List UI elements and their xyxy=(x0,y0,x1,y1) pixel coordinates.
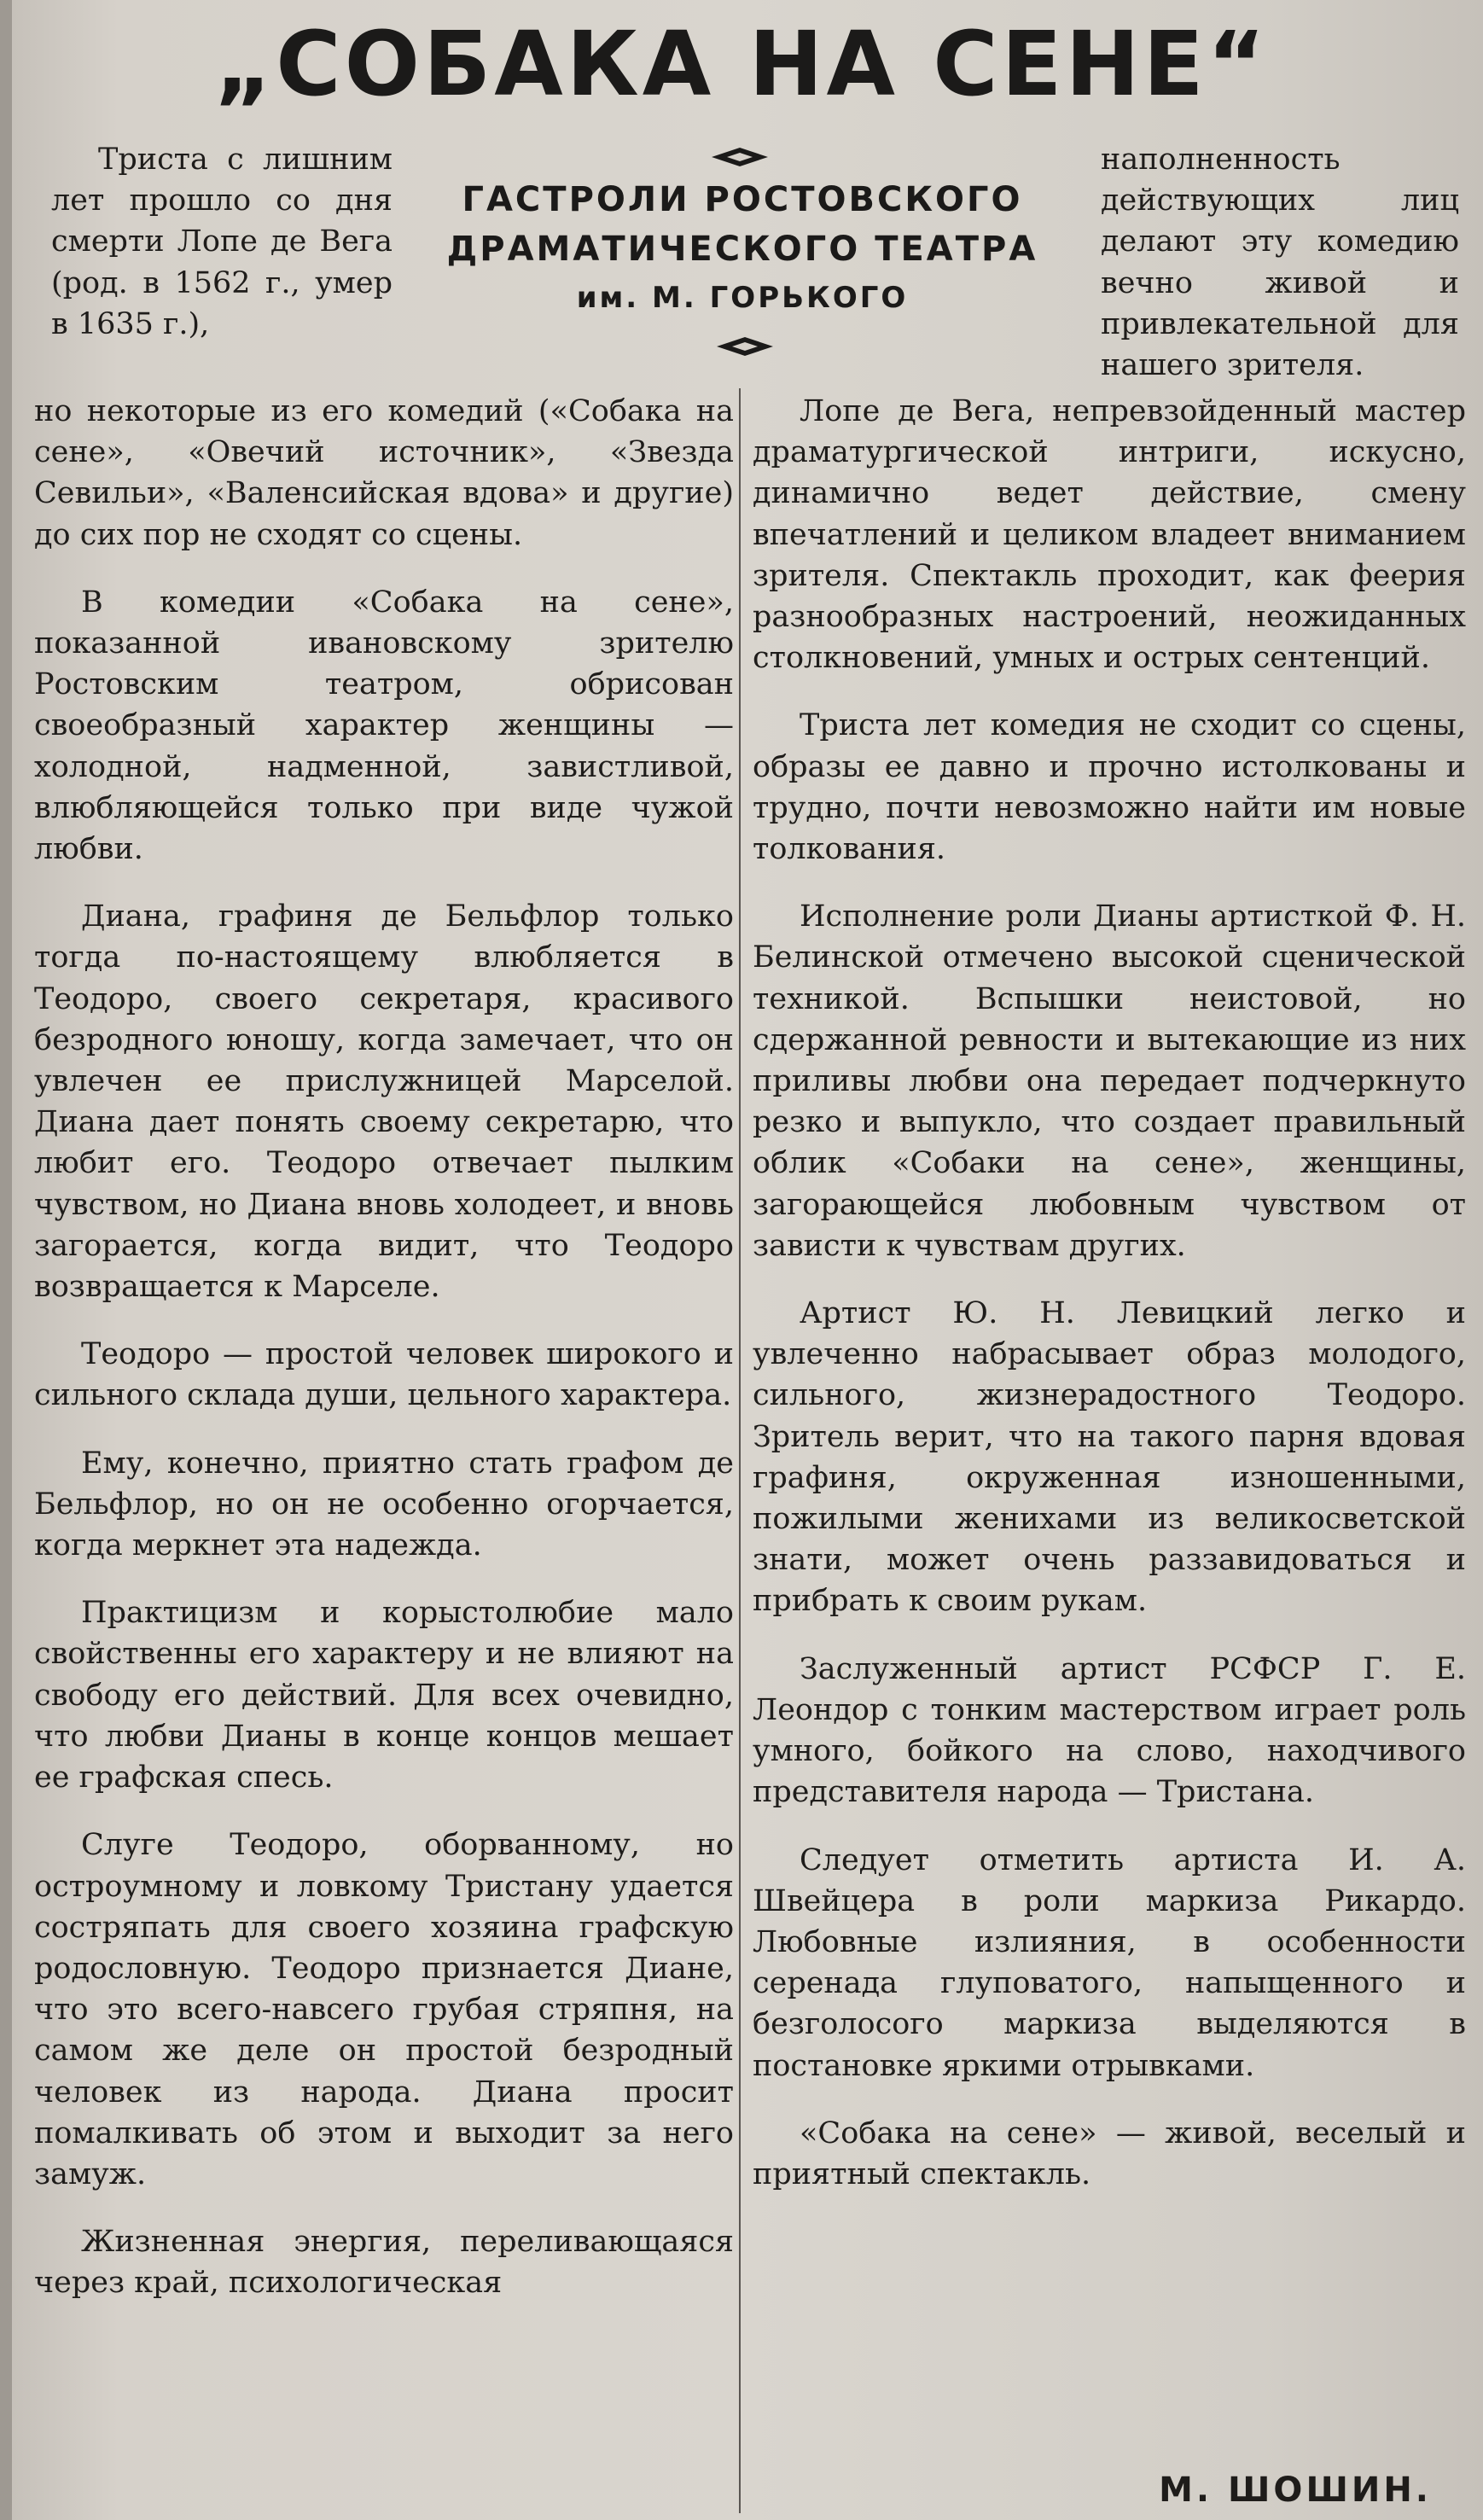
headline: „СОБАКА НА СЕНЕ“ xyxy=(213,12,1270,116)
right-paragraph: Заслуженный артист РСФСР Г. Е. Леондор с тонким мастерством играет роль умного, бойкого на слово, находчивого представителя народа — Тристана. xyxy=(753,1651,1466,1810)
right-top-text: наполненность действующих лиц делают эту комедию вечно живой и привлекательной для нашего зрителя. xyxy=(1101,143,1459,383)
right-paragraph: Исполнение роли Дианы артисткой Ф. Н. Белинской отмечено высокой сценической техникой. Вспышки неистовой, но сдержанной ревности и вытекающие из них приливы любви она передает подчеркнуто резко и выпукло, что создает правильный облик «Собаки на сене», женщины, загорающейся любовным чувством от зависти к чувствам других. xyxy=(753,899,1466,1263)
left-paragraph: Жизненная энергия, переливающаяся через край, психологическая xyxy=(34,2225,734,2301)
intro-paragraph xyxy=(51,139,393,345)
right-paragraph: Лопе де Вега, непревзойденный мастер драматургической интриги, искусно, динамично ведет действие, смену впечатлений и целиком владеет вниманием зрителя. Спектакль проходит, как феерия разнообразных настроений, неожиданных столкновений, умных и острых сентенций. xyxy=(753,394,1466,676)
left-paragraph: Практицизм и корыстолюбие мало свойственны его характеру и не влияют на свободу его действий. Для всех очевидно, что любви Дианы в конце концов мешает ее графская спесь. xyxy=(34,1596,734,1795)
left-paragraph: Ему, конечно, приятно стать графом де Бельфлор, но он не особенно огорчается, когда меркнет эта надежда. xyxy=(34,1446,734,1563)
left-paragraph: Слуге Теодоро, оборванному, но остроумному и ловкому Тристану удается состряпать для своего хозяина графскую родословную. Теодоро признается Диане, что это всего-навсего грубая стряпня, на самом же деле он простой безродный человек из народа. Диана просит помалкивать об этом и выходит за него замуж. xyxy=(34,1828,734,2191)
right-paragraph: Артист Ю. Н. Левицкий легко и увлеченно набрасывает образ молодого, сильного, жизнерадостного Теодоро. Зритель верит, что на такого парня вдовая графиня, окруженная изношенными, пожилыми женихами из великосветской знати, может очень раззавидоваться и прибрать к своим рукам. xyxy=(753,1296,1466,1619)
subheading-line-2: ДРАМАТИЧЕСКОГО ТЕАТРА xyxy=(446,230,1038,269)
left-paragraph: но некоторые из его комедий («Собака на сене», «Овечий источник», «Звезда Севильи», «Валенсийская вдова» и другие) до сих пор не сходят со сцены. xyxy=(34,394,734,552)
left-paragraph: Диана, графиня де Бельфлор только тогда по-настоящему влюбляется в Теодоро, своего секретаря, красивого безродного юношу, когда замечает, что он увлечен ее прислужницей Марселой. Диана дает понять своему секретарю, что любит его. Теодоро отвечает пылким чувством, но Диана вновь холодеет, и вновь загорается, когда видит, что Теодоро возвращается к Марселе. xyxy=(34,899,734,1305)
ornament-top-icon xyxy=(710,145,770,169)
column-divider xyxy=(739,388,741,2513)
author-signature: М. ШОШИН. xyxy=(1159,2471,1432,2510)
subheading-line-3: им. М. ГОРЬКОГО xyxy=(576,281,909,315)
left-paragraph: В комедии «Собака на сене», показанной ивановскому зрителю Ростовским театром, обрисован своеобразный характер женщины — холодной, надменной, завистливой, влюбляющейся только при виде чужой любви. xyxy=(34,585,734,867)
right-paragraph: «Собака на сене» — живой, веселый и приятный спектакль. xyxy=(753,2116,1466,2191)
subheading xyxy=(418,175,1067,322)
right-column xyxy=(753,391,1466,2221)
left-column xyxy=(34,391,734,2331)
right-paragraph: Триста лет комедия не сходит со сцены, образы ее давно и прочно истолкованы и трудно, почти невозможно найти им новые толкования. xyxy=(753,708,1466,867)
left-paragraph: Теодоро — простой человек широкого и сильного склада души, цельного характера. xyxy=(34,1337,734,1413)
intro-text: Триста с лишним лет прошло со дня смерти Лопе де Вега (род. в 1562 г., умер в 1635 г.), xyxy=(51,143,393,341)
ornament-bottom-icon xyxy=(715,335,775,358)
right-top-paragraph xyxy=(1101,139,1459,386)
subheading-line-1: ГАСТРОЛИ РОСТОВСКОГО xyxy=(462,180,1023,219)
right-paragraph: Следует отметить артиста И. А. Швейцера в роли маркиза Рикардо. Любовные излияния, в особенности серенада глуповатого, напыщенного и безголосого маркиза выделяются в постановке яркими отрывками. xyxy=(753,1842,1466,2083)
page-edge xyxy=(0,0,12,2520)
